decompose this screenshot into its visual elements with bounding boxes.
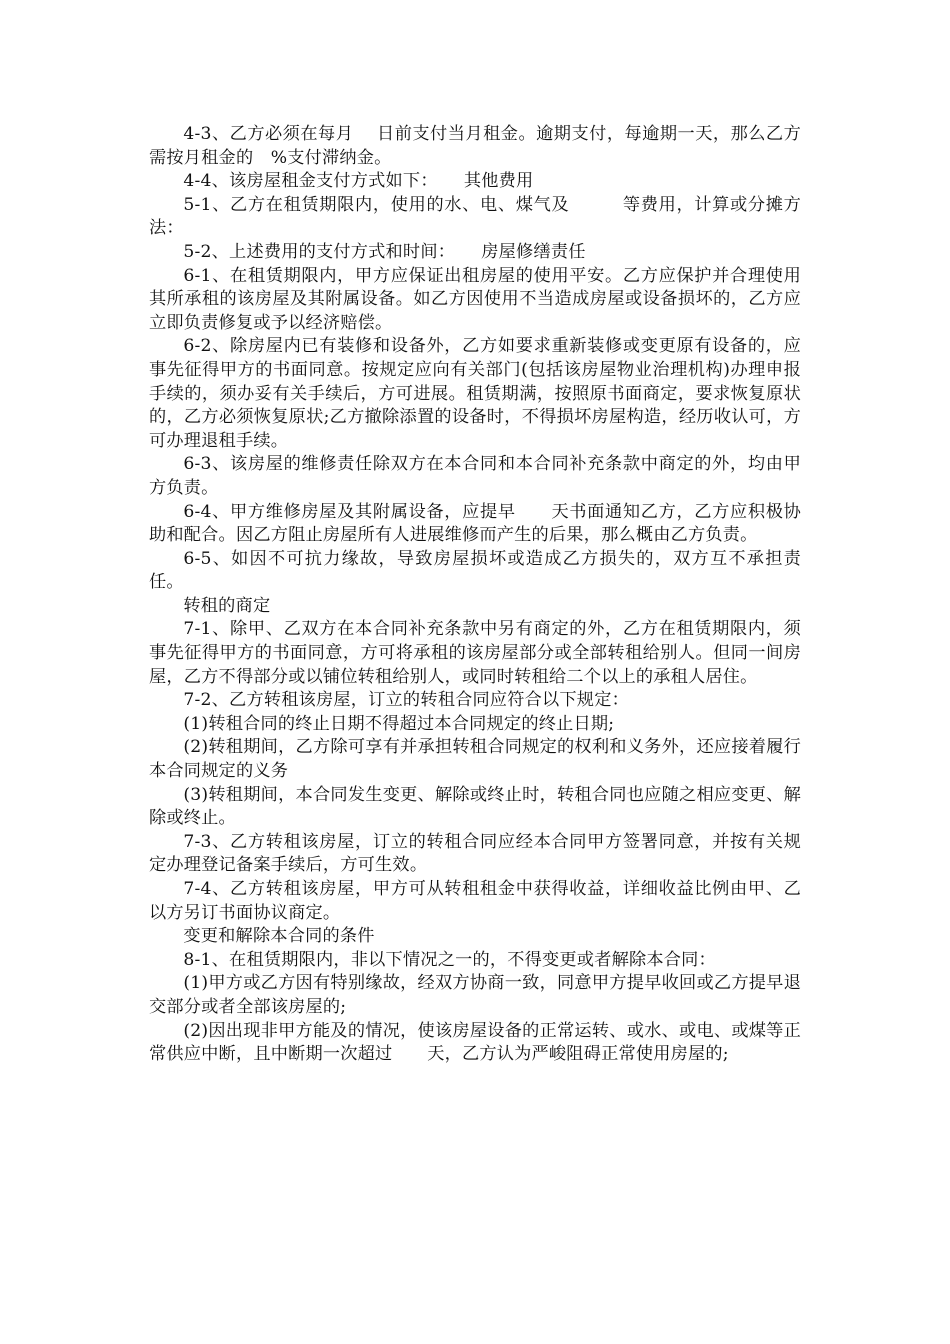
clause-6-2: 6-2、除房屋内已有装修和设备外，乙方如要求重新装修或变更原有设备的，应事先征得甲方的书面同意。按规定应向有关部门(包括该房屋物业治理机构)办理申报手续的，须办妥有关手续后，方可进展。租赁期满，按照原书面商定，要求恢复原状的，乙方必须恢复原状;乙方撤除添置的设备时，不得损坏房屋构造，经历收认可，方可办理退租手续。 [149, 336, 801, 451]
clause-7-1: 7-1、除甲、乙双方在本合同补充条款中另有商定的外，乙方在租赁期限内，须事先征得甲方的书面同意，方可将承租的该房屋部分或全部转租给别人。但同一间房屋，乙方不得部分或以铺位转租给别人，或同时转租给二个以上的承租人居住。 [149, 619, 801, 687]
section-heading-sublease: 转租的商定 [183, 595, 271, 616]
clause-8-1-item-1: (1)甲方或乙方因有特别缘故，经双方协商一致，同意甲方提早收回或乙方提早退交部分或者全部该房屋的; [149, 973, 801, 1017]
clause-4-3: 4-3、乙方必须在每月 日前支付当月租金。逾期支付，每逾期一天，那么乙方需按月租金的 %支付滞纳金。 [149, 124, 801, 168]
clause-8-1: 8-1、在租赁期限内，非以下情况之一的，不得变更或者解除本合同： [183, 949, 716, 970]
clause-6-3: 6-3、该房屋的维修责任除双方在本合同和本合同补充条款中商定的外，均由甲方负责。 [149, 454, 801, 498]
clause-7-2-item-1: (1)转租合同的终止日期不得超过本合同规定的终止日期; [183, 713, 615, 734]
clause-5-1: 5-1、乙方在租赁期限内，使用的水、电、煤气及 等费用，计算或分摊方法： [149, 194, 801, 239]
clause-6-5: 6-5、如因不可抗力缘故，导致房屋损坏或造成乙方损失的，双方互不承担责任。 [149, 548, 801, 593]
clause-7-2-item-2: (2)转租期间，乙方除可享有并承担转租合同规定的权利和义务外，还应接着履行本合同规定的义务 [149, 737, 801, 782]
clause-7-2-item-3: (3)转租期间，本合同发生变更、解除或终止时，转租合同也应随之相应变更、解除或终止。 [149, 784, 801, 829]
clause-4-4: 4-4、该房屋租金支付方式如下： 其他费用 [183, 171, 534, 192]
clause-7-4: 7-4、乙方转租该房屋，甲方可从转租租金中获得收益，详细收益比例由甲、乙以方另订书面协议商定。 [149, 879, 801, 923]
clause-8-1-item-2: (2)因出现非甲方能及的情况，使该房屋设备的正常运转、或水、或电、或煤等正常供应中断，且中断期一次超过 天，乙方认为严峻阻碍正常使用房屋的; [149, 1020, 801, 1065]
section-heading-termination: 变更和解除本合同的条件 [183, 926, 375, 947]
document-body [149, 123, 801, 1067]
clause-7-3: 7-3、乙方转租该房屋，订立的转租合同应经本合同甲方签署同意，并按有关规定办理登记备案手续后，方可生效。 [149, 831, 801, 876]
clause-6-4: 6-4、甲方维修房屋及其附属设备，应提早 天书面通知乙方，乙方应积极协助和配合。因乙方阻止房屋所有人进展维修而产生的后果，那么概由乙方负责。 [149, 501, 801, 546]
clause-7-2: 7-2、乙方转租该房屋，订立的转租合同应符合以下规定： [183, 690, 629, 711]
clause-5-2: 5-2、上述费用的支付方式和时间： 房屋修缮责任 [183, 241, 586, 262]
clause-6-1: 6-1、在租赁期限内，甲方应保证出租房屋的使用平安。乙方应保护并合理使用其所承租的该房屋及其附属设备。如乙方因使用不当造成房屋或设备损坏的，乙方应立即负责修复或予以经济赔偿。 [149, 265, 801, 333]
